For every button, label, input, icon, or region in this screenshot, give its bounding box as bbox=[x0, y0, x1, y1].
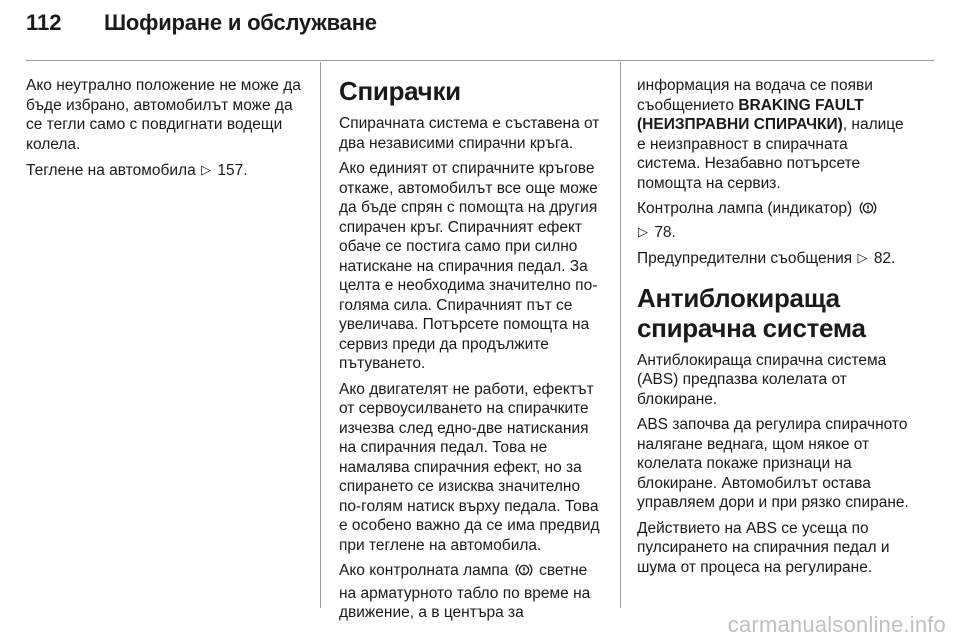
column-divider bbox=[320, 62, 321, 608]
towing-page-link[interactable]: 157. bbox=[217, 162, 248, 179]
braking-fault-message: BRAKING FAULT (НЕИЗПРАВНИ СПИРАЧКИ) bbox=[637, 96, 864, 133]
section-title-brakes: Спирачки bbox=[339, 76, 461, 106]
control-lamp-page-link[interactable]: 78. bbox=[654, 223, 676, 241]
paragraph-neutral-position: Ако неутрално положение не може да бъде избрано, автомобилът може да се тегли само с повдигнати водещи колела. bbox=[26, 77, 301, 153]
brake-warning-lamp-icon bbox=[515, 562, 533, 584]
warning-lamp-text-b: светне на арматурното табло по време на движение, а в центъра за bbox=[339, 562, 591, 621]
control-lamp-text: Контролна лампа (индикатор) bbox=[637, 200, 853, 217]
reference-arrow-icon: ▷ bbox=[201, 162, 212, 177]
warning-messages-page-link[interactable]: 82. bbox=[873, 250, 896, 267]
column-3 bbox=[637, 76, 913, 583]
paragraph-brake-circuit-failure: Ако единият от спирачните кръгове откаже, автомобилът все още може да бъде спрян с помощта на другия спирачен кръг. Спирачният ефект обаче се постига само при силно натискане на спирачния педал. За целта е необходима значително по-голяма сила. Спирачният път се увеличава. Потърсете помощта на сервиз преди да продължите пътуването. bbox=[339, 160, 598, 372]
page-number: 112 bbox=[26, 10, 62, 35]
paragraph-brake-system: Спирачната система е съставена от два независими спирачни кръга. bbox=[339, 115, 600, 152]
paragraph-braking-fault bbox=[637, 76, 913, 193]
braking-fault-text-b: , налице е неизправност в спирачната система. Незабавно потърсете помощта на сервиз. bbox=[637, 116, 904, 192]
paragraph-abs-regulation: ABS започва да регулира спирачното налягане веднага, щом някое от колелата покаже признаци на блокиране. Автомобилът остава управляем дори и при рязко спиране. bbox=[637, 416, 909, 511]
reference-arrow-icon: ▷ bbox=[638, 223, 648, 239]
watermark: carmanualsonline.info bbox=[727, 612, 946, 637]
warning-messages-text: Предупредителни съобщения bbox=[637, 250, 853, 267]
column-divider bbox=[620, 62, 621, 608]
page-header bbox=[26, 10, 377, 50]
paragraph-towing-reference bbox=[26, 160, 310, 181]
paragraph-control-lamp-reference bbox=[637, 199, 913, 242]
towing-reference-text: Теглене на автомобила bbox=[26, 162, 196, 179]
brake-warning-lamp-icon bbox=[859, 200, 877, 222]
header-rule bbox=[26, 60, 934, 61]
column-2 bbox=[339, 76, 603, 629]
section-title-abs: Антиблокираща спирачна система bbox=[637, 282, 866, 343]
paragraph-engine-off: Ако двигателят не работи, ефектът от сервоусилването на спирачките изчезва след едно-две натискания на спирачния педал. Това не намалява спирачния ефект, но за спирането се изисква значително по-голям натиск върху педала. Това е особено важно да се има предвид при теглене на автомобила. bbox=[339, 380, 600, 554]
braking-fault-text-a: информация на водача се появи съобщението bbox=[637, 77, 873, 114]
paragraph-warning-lamp bbox=[339, 561, 603, 623]
chapter-title: Шофиране и обслужване bbox=[104, 10, 377, 35]
paragraph-warning-messages-reference bbox=[637, 248, 913, 269]
reference-arrow-icon: ▷ bbox=[857, 250, 868, 265]
paragraph-abs-intro: Антиблокираща спирачна система (ABS) предпазва колелата от блокиране. bbox=[637, 351, 887, 408]
warning-lamp-text-a: Ако контролната лампа bbox=[339, 562, 509, 579]
column-1 bbox=[26, 76, 310, 187]
paragraph-abs-feedback: Действието на ABS се усеща по пулсирането на спирачния педал и шума от процеса на регулиране. bbox=[637, 519, 890, 576]
